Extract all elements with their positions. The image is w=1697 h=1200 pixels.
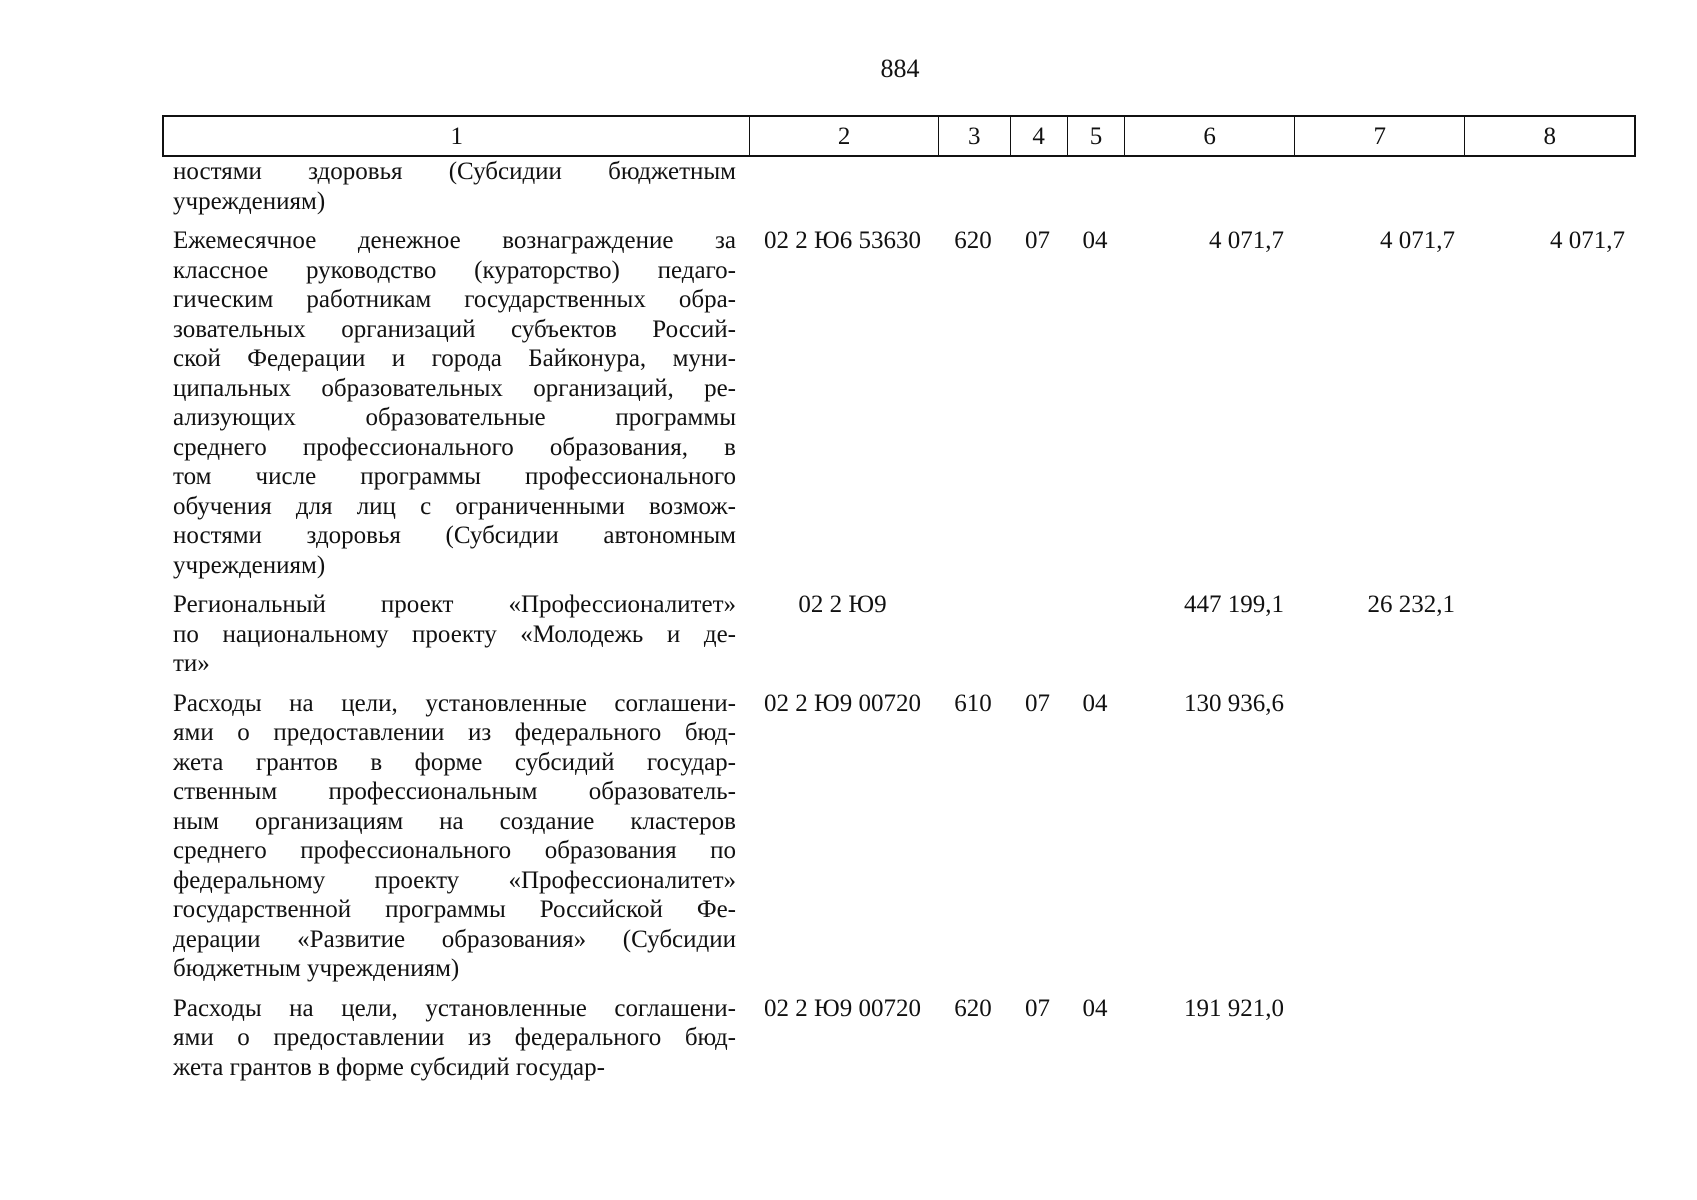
row-amount-6: 130 936,6 [1184,689,1284,717]
header-cell-8: 8 [1464,117,1634,155]
description-line: среднего профессионального образования по [173,837,736,864]
header-cell-6: 6 [1124,117,1294,155]
table-row [162,689,1636,984]
row-col-5 [1066,590,1124,679]
row-col-4: 07 [1025,227,1050,254]
description-line: Расходы на цели, установленные соглашени- [173,689,736,717]
header-cell-1: 1 [450,123,463,150]
row-amount-6: 191 921,0 [1184,994,1284,1022]
description-line: по национальному проекту «Молодежь и де- [173,620,736,648]
row-amount-6 [1124,157,1294,216]
row-col-5 [1066,157,1124,216]
description-line: обучения для лиц с ограниченными возмож- [173,492,736,520]
description-line: ской Федерации и города Байконура, муни- [173,345,736,372]
row-description [162,994,748,1083]
description-line: ципальных образовательных организаций, ре- [173,374,736,402]
row-col-3 [937,157,1009,216]
row-amount-7: 4 071,7 [1380,227,1455,254]
table-row [162,157,1636,216]
row-col-4 [1009,157,1066,216]
row-description [162,226,748,580]
description-line: ностями здоровья (Субсидии бюджетным [173,158,736,185]
description-line: дерации «Развитие образования» (Субсидии [173,925,736,953]
row-amount-8 [1465,689,1635,984]
row-amount-8 [1465,157,1635,216]
row-amount-6: 447 199,1 [1184,591,1284,618]
description-line: классное руководство (кураторство) педаго- [173,256,736,284]
page-number: 884 [880,54,920,83]
row-amount-8 [1465,994,1635,1083]
description-line: бюджетным учреждениям) [173,955,460,982]
row-col-5: 04 [1082,994,1108,1022]
row-col-3: 620 [954,227,992,254]
description-line: ями о предоставлении из федерального бюд- [173,719,736,746]
header-cell-4: 4 [1010,117,1067,155]
row-col-4: 07 [1025,994,1050,1022]
description-line: ализующих образовательные программы [173,404,736,431]
description-line: среднего профессионального образования, в [173,433,736,461]
description-line: жета грантов в форме субсидий государ- [173,1053,605,1081]
row-amount-7 [1294,994,1465,1083]
description-line: том числе программы профессионального [173,463,736,490]
budget-table [162,115,1636,1082]
row-col-5: 04 [1082,689,1108,717]
row-amount-7 [1294,689,1465,984]
description-line: федеральному проекту «Профессионалитет» [173,866,736,894]
header-cell-7: 7 [1294,117,1465,155]
table-row [162,226,1636,580]
table-body [162,157,1636,1082]
row-amount-6: 4 071,7 [1209,227,1284,254]
description-line: учреждениям) [173,551,326,579]
description-line: Ежемесячное денежное вознаграждение за [173,227,736,254]
row-amount-8 [1465,590,1635,679]
description-line: ти» [173,650,210,677]
row-description [162,689,748,984]
row-col-4: 07 [1025,689,1050,717]
header-cell-5: 5 [1067,117,1125,155]
row-amount-7: 26 232,1 [1367,591,1455,618]
header-cell-2: 2 [749,117,937,155]
row-code: 02 2 Ю9 [798,591,887,618]
row-col-3 [937,590,1009,679]
description-line: ственным профессиональным образователь- [173,778,736,805]
description-line: ным организациям на создание кластеров [173,807,736,835]
description-line: жета грантов в форме субсидий государ- [173,748,736,776]
row-amount-8: 4 071,7 [1550,227,1625,254]
description-line: Региональный проект «Профессионалитет» [173,591,736,618]
row-description [162,590,748,679]
table-header-row [162,115,1636,157]
row-description [162,157,748,216]
description-line: государственной программы Российской Фе- [173,896,736,923]
description-line: ностями здоровья (Субсидии автономным [173,522,736,549]
header-cell-3: 3 [938,117,1010,155]
description-line: ями о предоставлении из федерального бюд- [173,1024,736,1051]
row-code: 02 2 Ю6 53630 [764,227,921,254]
row-code: 02 2 Ю9 00720 [764,689,921,717]
row-col-3: 610 [954,689,992,717]
row-code: 02 2 Ю9 00720 [764,994,921,1022]
description-line: Расходы на цели, установленные соглашени- [173,994,736,1022]
description-line: учреждениям) [173,187,326,215]
row-col-5: 04 [1082,227,1108,254]
row-code [748,157,937,216]
row-col-3: 620 [954,994,992,1022]
row-col-4 [1009,590,1066,679]
description-line: зовательных организаций субъектов Россий- [173,315,736,343]
row-amount-7 [1294,157,1465,216]
table-row [162,590,1636,679]
description-line: гическим работникам государственных обра- [173,286,736,313]
table-row [162,994,1636,1083]
